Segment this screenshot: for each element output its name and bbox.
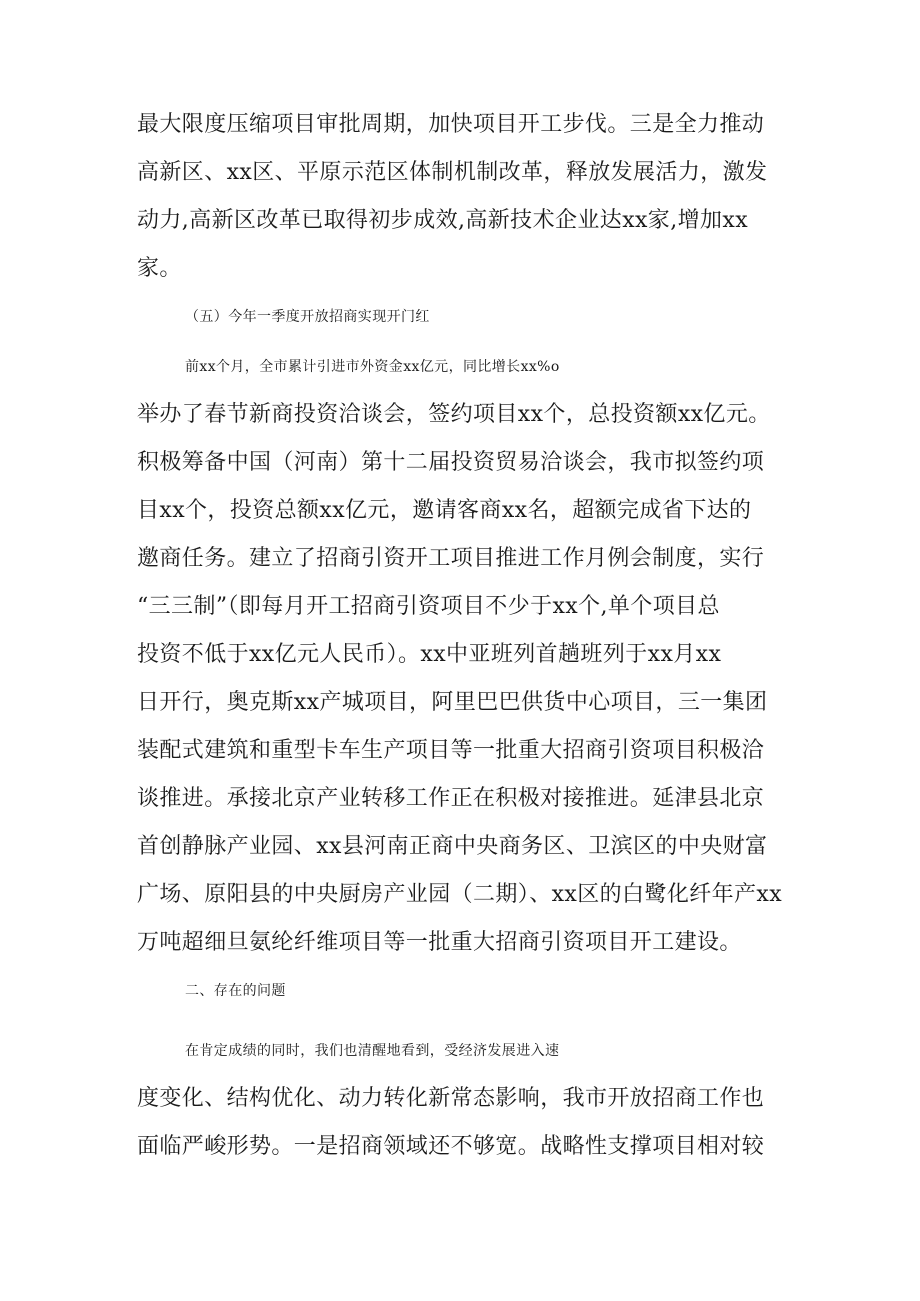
section-heading: 二、存在的问题 — [185, 983, 286, 999]
paragraph-line: 装配式建筑和重型卡车生产项目等一批重大招商引资项目积极洽 — [137, 738, 765, 763]
paragraph-line: 最大限度压缩项目审批周期，加快项目开工步伐。三是全力推动 — [137, 112, 765, 137]
paragraph-line: 动力,高新区改革已取得初步成效,高新技术企业达xx家,增加xx — [137, 208, 749, 233]
paragraph-line: 广场、原阳县的中央厨房产业园（二期）、xx区的白鹭化纤年产xx — [137, 882, 783, 907]
paragraph-line: 积极筹备中国（河南）第十二届投资贸易洽谈会，我市拟签约项 — [137, 450, 765, 475]
paragraph-line: 高新区、xx区、平原示范区体制机制改革，释放发展活力，激发 — [137, 160, 768, 185]
paragraph-line: 举办了春节新商投资洽谈会，签约项目xx个，总投资额xx亿元。 — [137, 402, 771, 427]
paragraph-line: 邀商任务。建立了招商引资开工项目推进工作月例会制度，实行 — [137, 546, 765, 571]
paragraph-line: 万吨超细旦氨纶纤维项目等一批重大招商引资项目开工建设。 — [137, 930, 742, 955]
paragraph-line: 家。 — [137, 256, 182, 281]
paragraph-first-line: 前xx个月，全市累计引进市外资金xx亿元，同比增长xx%o — [185, 359, 560, 375]
paragraph-line: 首创静脉产业园、xx县河南正商中央商务区、卫滨区的中央财富 — [137, 834, 768, 859]
paragraph-line: 日开行，奥克斯xx产城项目，阿里巴巴供货中心项目，三一集团 — [137, 690, 768, 715]
paragraph-line: “三三制”（即每月开工招商引资项目不少于xx个,单个项目总 — [137, 594, 720, 619]
paragraph-line: 度变化、结构优化、动力转化新常态影响，我市开放招商工作也 — [137, 1086, 765, 1111]
paragraph-line: 投资不低于xx亿元人民币）。xx中亚班列首趟班列于xx月xx — [137, 642, 722, 667]
paragraph-line: 谈推进。承接北京产业转移工作正在积极对接推进。延津县北京 — [137, 786, 765, 811]
paragraph-line: 目xx个，投资总额xx亿元，邀请客商xx名，超额完成省下达的 — [137, 498, 752, 523]
paragraph-first-line: 在肯定成绩的同时，我们也清醒地看到，受经济发展进入速 — [185, 1043, 560, 1059]
paragraph-line: 面临严峻形势。一是招商领域还不够宽。战略性支撑项目相对较 — [137, 1134, 765, 1159]
section-heading: （五）今年一季度开放招商实现开门红 — [185, 309, 430, 325]
